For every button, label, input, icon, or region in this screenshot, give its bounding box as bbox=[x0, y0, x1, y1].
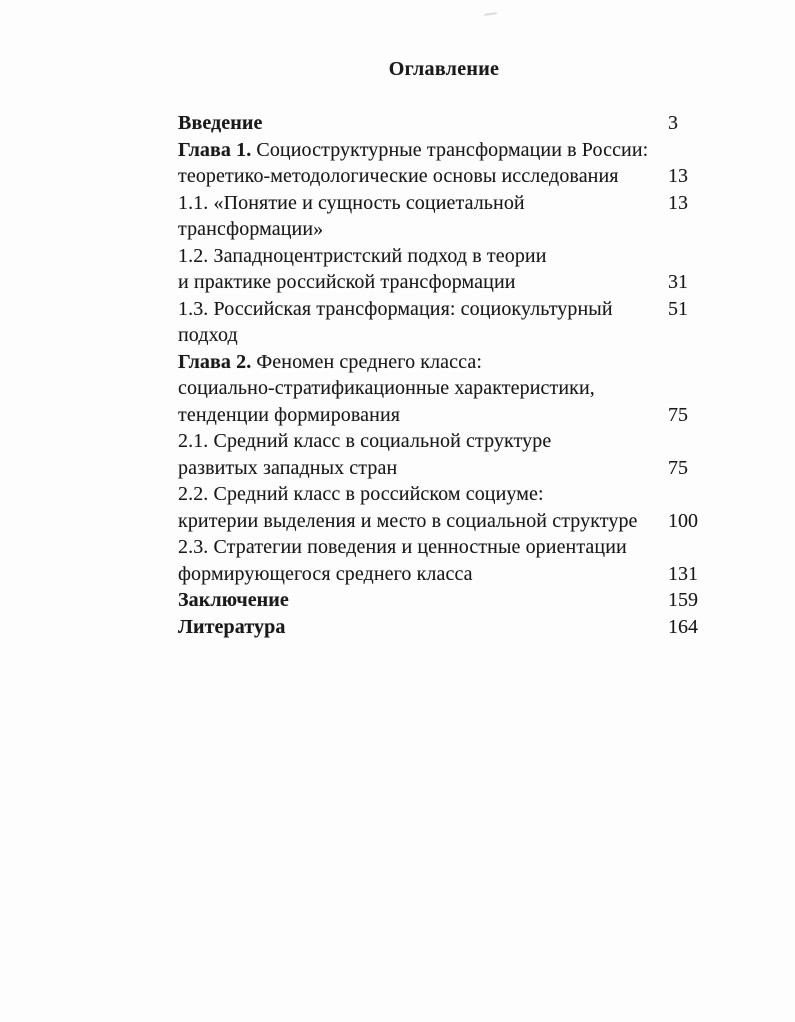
toc-row bbox=[178, 455, 710, 482]
toc-row bbox=[178, 428, 710, 455]
toc-entry-text bbox=[178, 349, 668, 376]
toc-entry-label: 2.1. Средний класс в социальной структуре bbox=[178, 430, 552, 452]
toc-entry-label: 1.1. «Понятие и сущность социетальной трансформации» bbox=[178, 191, 525, 240]
toc-entry-text bbox=[178, 428, 668, 455]
toc-page-number: 75 bbox=[668, 403, 688, 426]
toc-entry-label: 1.3. Российская трансформация: социокультурный подход bbox=[178, 297, 613, 346]
toc-entry-label: теоретико-методологические основы исследования bbox=[178, 165, 619, 187]
toc-row bbox=[178, 269, 710, 296]
toc-entry-text bbox=[178, 587, 668, 614]
toc-row bbox=[178, 587, 710, 614]
page-title: Оглавление bbox=[388, 58, 500, 80]
toc-entry-bold-label: Литература bbox=[178, 615, 286, 638]
toc-page-number: 31 bbox=[668, 271, 688, 293]
toc-entry-text bbox=[178, 534, 668, 561]
toc-row bbox=[178, 534, 710, 561]
toc-row bbox=[178, 349, 710, 376]
toc-row bbox=[178, 296, 710, 349]
toc-entry-text bbox=[178, 163, 668, 190]
toc-row bbox=[178, 163, 710, 190]
toc-entry-text bbox=[178, 481, 668, 508]
toc-page-number: 3 bbox=[668, 112, 678, 134]
toc-row bbox=[178, 243, 710, 270]
toc-row bbox=[178, 481, 710, 508]
toc-entry-bold-label: Глава 1. bbox=[178, 138, 252, 161]
toc-entry-text bbox=[178, 137, 668, 164]
toc-entry-label: критерии выделения и место в социальной структуре bbox=[178, 509, 638, 532]
toc-entry-text bbox=[178, 614, 668, 641]
toc-row bbox=[178, 190, 710, 243]
toc-entry-label: формирующегося среднего класса bbox=[178, 562, 473, 585]
toc-entry-label: Социоструктурные трансформации в России: bbox=[251, 138, 649, 161]
toc-row bbox=[178, 508, 710, 535]
toc-entry-label: 2.2. Средний класс в российском социуме: bbox=[178, 483, 544, 505]
scan-artifact-speck bbox=[484, 12, 497, 16]
toc-entry-label: тенденции формирования bbox=[178, 403, 401, 426]
toc-row bbox=[178, 402, 710, 429]
toc-entry-text bbox=[178, 269, 668, 296]
toc-entry-bold-label: Глава 2. bbox=[178, 350, 252, 373]
toc-row bbox=[178, 561, 710, 588]
toc-page-number: 159 bbox=[668, 589, 698, 611]
toc-entry-label: и практике российской трансформации bbox=[178, 271, 516, 293]
toc-list bbox=[178, 110, 710, 640]
toc-row bbox=[178, 137, 710, 164]
toc-entry-bold-label: Заключение bbox=[178, 589, 289, 611]
toc-page-number: 164 bbox=[668, 615, 698, 638]
toc-entry-label: социально-стратификационные характеристики, bbox=[178, 377, 595, 399]
toc-entry-text bbox=[178, 455, 668, 482]
toc-entry-text bbox=[178, 243, 668, 270]
toc-entry-text bbox=[178, 402, 668, 429]
toc-entry-text bbox=[178, 375, 668, 402]
toc-row bbox=[178, 614, 710, 641]
toc-entry-label: 2.3. Стратегии поведения и ценностные ориентации bbox=[178, 536, 627, 558]
toc-entry-label: развитых западных стран bbox=[178, 456, 398, 479]
toc-entry-text bbox=[178, 508, 668, 535]
toc-page-number: 51 bbox=[668, 297, 688, 320]
toc-entry-text bbox=[178, 110, 668, 137]
toc-page-number: 75 bbox=[668, 456, 688, 479]
toc-row bbox=[178, 375, 710, 402]
toc-page-number: 131 bbox=[668, 562, 698, 585]
toc-entry-text bbox=[178, 190, 668, 243]
toc-page-number: 100 bbox=[668, 509, 698, 532]
toc-entry-bold-label: Введение bbox=[178, 112, 263, 134]
toc-content bbox=[178, 56, 710, 640]
toc-entry-text bbox=[178, 296, 668, 349]
toc-row bbox=[178, 110, 710, 137]
toc-entry-label: 1.2. Западноцентристский подход в теории bbox=[178, 244, 547, 267]
toc-page-number: 13 bbox=[668, 165, 688, 187]
toc-page-number: 13 bbox=[668, 191, 688, 214]
toc-entry-label: Феномен среднего класса: bbox=[251, 350, 482, 373]
toc-entry-text bbox=[178, 561, 668, 588]
